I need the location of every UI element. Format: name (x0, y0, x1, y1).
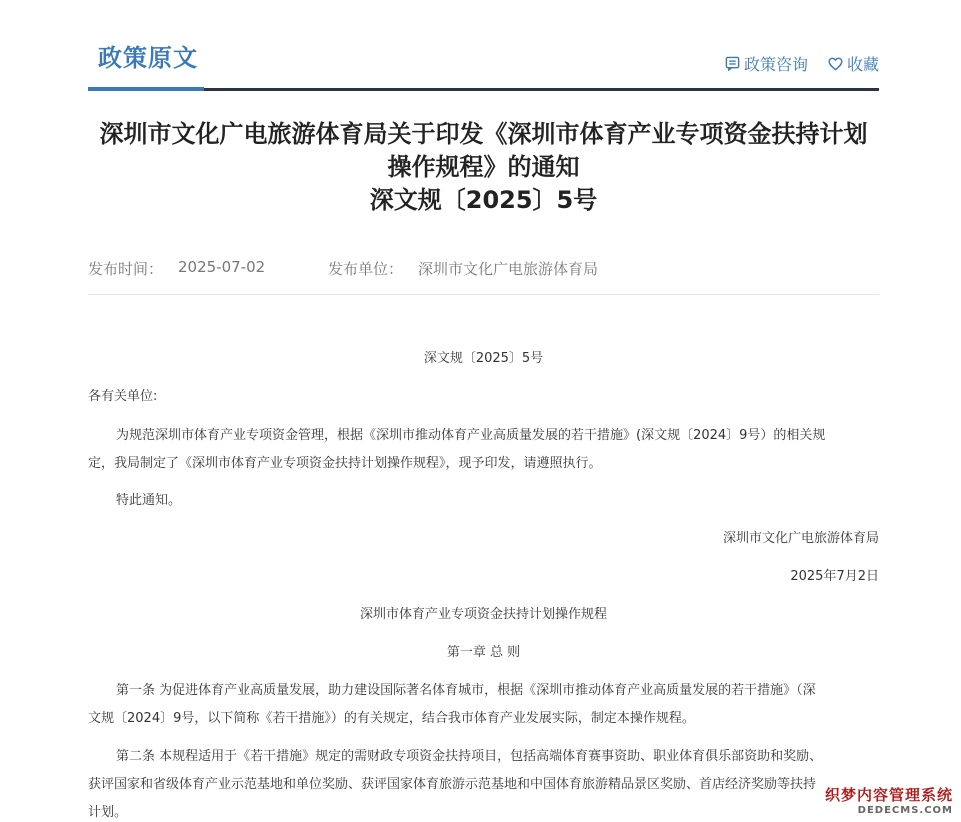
article-line: 文规〔2024〕9号，以下简称《若干措施》）的有关规定，结合我市体育产业发展实际，制定本操作规程。 (88, 711, 695, 726)
watermark-en: DEDECMS.COM (857, 805, 953, 816)
watermark-cn: 织梦内容管理系统 (824, 786, 953, 804)
favorite-label: 收藏 (846, 55, 879, 74)
document-title-line: 操作规程》的通知 (387, 153, 580, 181)
paragraph-line: 为规范深圳市体育产业专项资金管理，根据《深圳市推动体育产业高质量发展的若干措施》(深文规〔2024〕9号）的相关规 (116, 428, 826, 443)
document-title-line: 深圳市文化广电旅游体育局关于印发《深圳市体育产业专项资金扶持计划 (99, 120, 868, 148)
salutation: 各有关单位: (88, 389, 158, 404)
heart-icon (828, 57, 843, 71)
policy-consult-button[interactable] (725, 52, 808, 75)
article-line: 第二条 本规程适用于《若干措施》规定的需财政专项资金扶持项目，包括高端体育赛事资助、职业体育俱乐部资助和奖励、 (116, 749, 823, 764)
policy-consult-label: 政策咨询 (743, 55, 808, 74)
notice-text: 特此通知。 (116, 493, 182, 508)
document-number: 深文规〔2025〕5号 (369, 186, 598, 214)
watermark (825, 784, 953, 816)
section-header (88, 30, 879, 91)
article-line: 获评国家和省级体育产业示范基地和单位奖励、获评国家体育旅游示范基地和中国体育旅游精品景区奖励、首店经济奖励等扶持 (88, 777, 817, 792)
header-actions (725, 52, 879, 75)
document-title (88, 118, 879, 217)
article-line: 计划。 (88, 805, 128, 820)
attachment-title: 深圳市体育产业专项资金扶持计划操作规程 (359, 607, 607, 622)
issue-date: 2025年7月2日 (790, 569, 879, 584)
signature: 深圳市文化广电旅游体育局 (722, 531, 879, 546)
chapter-heading: 第一章 总 则 (446, 645, 521, 660)
article-line: 第一条 为促进体育产业高质量发展，助力建设国际著名体育城市，根据《深圳市推动体育产业高质量发展的若干措施》（深 (116, 683, 816, 698)
section-title-underline (88, 87, 204, 91)
publish-time-label: 发布时间： (88, 260, 164, 278)
publisher-value: 深圳市文化广电旅游体育局 (418, 260, 599, 278)
favorite-button[interactable] (828, 52, 879, 75)
paragraph-line: 定，我局制定了《深圳市体育产业专项资金扶持计划操作规程》，现予印发，请遵照执行。 (88, 456, 602, 471)
document-meta (88, 256, 879, 295)
publisher-label: 发布单位： (328, 260, 404, 278)
body-doc-number: 深文规〔2025〕5号 (423, 351, 544, 366)
publish-time-value: 2025-07-02 (178, 258, 266, 276)
section-title: 政策原文 (98, 44, 198, 72)
consult-icon (725, 56, 740, 71)
